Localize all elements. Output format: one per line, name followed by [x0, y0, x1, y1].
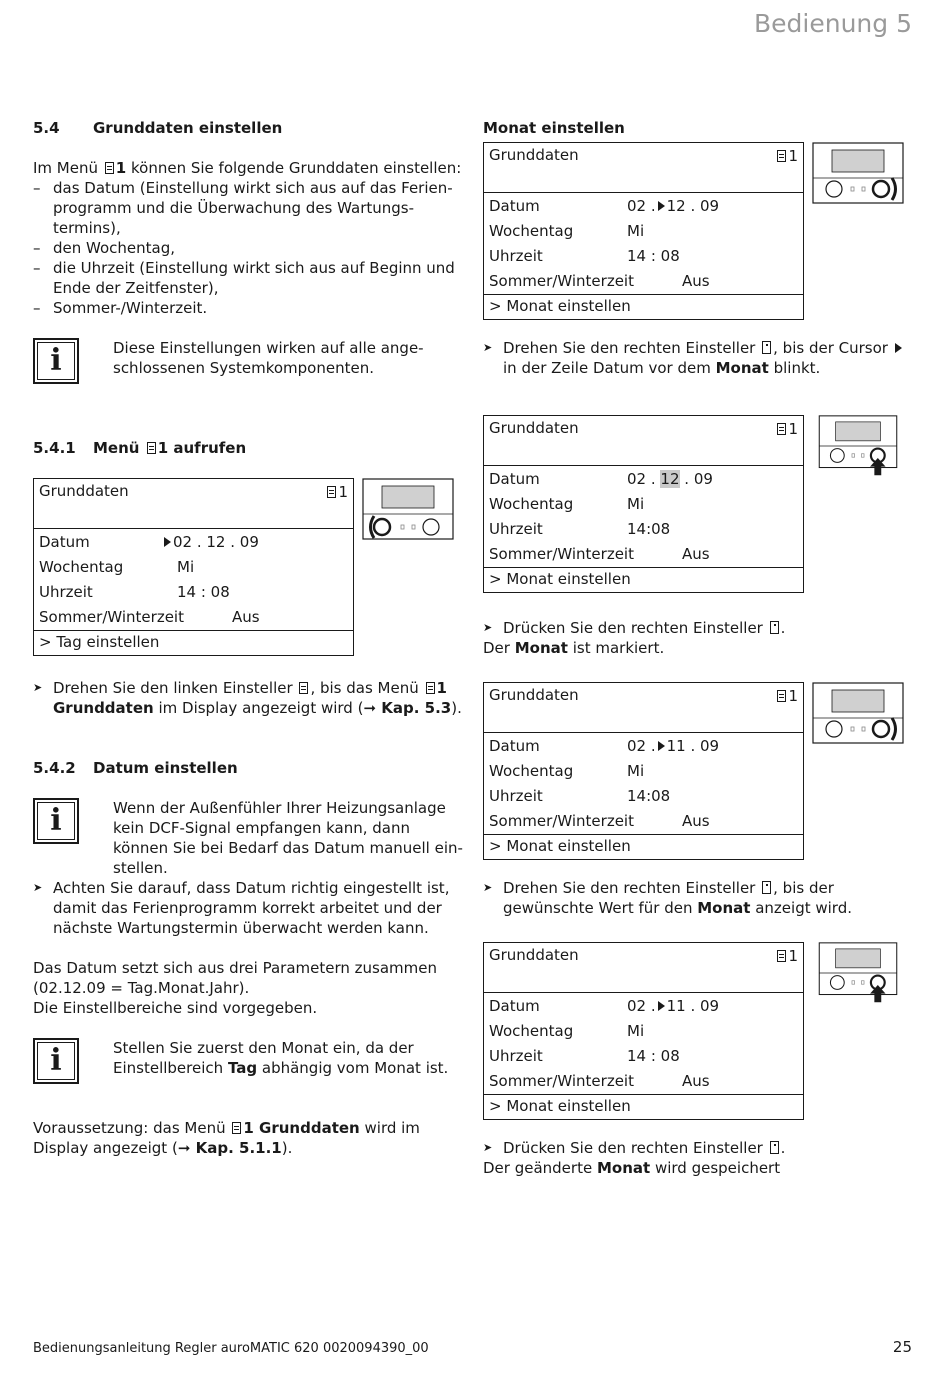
display-row: Sommer/Winterzeit Aus [489, 272, 710, 290]
list-item: – Sommer-/Winterzeit. [33, 298, 463, 318]
prerequisite-text: Voraussetzung: das Menü 1 Grunddaten wird im Display angezeigt (➞ Kap. 5.1.1). [33, 1119, 420, 1157]
menu-icon [232, 1122, 241, 1134]
display-row: Sommer/Winterzeit Aus [489, 1072, 710, 1090]
list-item: – den Wochentag, [33, 238, 463, 258]
display-d0: Grunddaten 1 Datum 02 . 12 . 09 Wochentag Mi Uhrzeit 14 : 08 Sommer/Winterzeit Aus > Tag einstellen [33, 478, 354, 656]
highlighted-month: 12 [660, 470, 680, 488]
display-row: Wochentag Mi [489, 222, 645, 240]
display-row: Sommer/Winterzeit Aus [39, 608, 260, 626]
display-row: Datum 02 . 12 . 09 [489, 197, 720, 215]
info-note-3: i Stellen Sie zuerst den Monat ein, da der Einstellbereich Tag abhängig vom Monat ist. [33, 1038, 463, 1084]
right-knob-icon [762, 881, 771, 894]
step-press-2: ➤ Drücken Sie den rechten Einsteller . Der geänderte Monat wird gespeichert [483, 1138, 913, 1178]
menu-icon [777, 950, 786, 962]
list-item: – das Datum (Einstellung wirkt sich aus auf das Ferien-programm und die Überwachung des Wartungs-termins), [33, 178, 463, 238]
display-footer: > Monat einstellen [484, 1094, 803, 1119]
display-d1: Grunddaten 1 Datum 02 . 12 . 09 Wochentag Mi Uhrzeit 14 : 08 Sommer/Winterzeit Aus > Monat einstellen [483, 142, 804, 320]
menu-icon [105, 162, 114, 174]
display-row: Wochentag Mi [39, 558, 195, 576]
section-5-4-2-heading: 5.4.2 Datum einstellen [33, 759, 238, 777]
date-params-text: Das Datum setzt sich aus drei Parametern zusammen (02.12.09 = Tag.Monat.Jahr). Die Einstellbereiche sind vorgegeben. [33, 959, 437, 1017]
chapter-header: Bedienung 5 [754, 9, 912, 38]
device-right-knob-rotate-icon [812, 682, 904, 744]
display-d2: Grunddaten 1 Datum 02 . 12 . 09 Wochentag Mi Uhrzeit 14:08 Sommer/Winterzeit Aus > Monat einstellen [483, 415, 804, 593]
menu-icon [777, 150, 786, 162]
cursor-icon [658, 201, 665, 211]
display-row: Wochentag Mi [489, 762, 645, 780]
list-item: – die Uhrzeit (Einstellung wirkt sich aus auf Beginn und Ende der Zeitfenster), [33, 258, 463, 298]
display-row: Uhrzeit 14 : 08 [489, 1047, 680, 1065]
step-5-4-1: ➤ Drehen Sie den linken Einsteller , bis das Menü 1 Grunddaten im Display angezeigt wird (➞ Kap. 5.3). [33, 678, 463, 718]
step-press-1: ➤ Drücken Sie den rechten Einsteller . Der Monat ist markiert. [483, 618, 913, 658]
display-row: Uhrzeit 14 : 08 [39, 583, 230, 601]
grunddaten-list [33, 178, 463, 318]
display-row: Wochentag Mi [489, 1022, 645, 1040]
display-row: Sommer/Winterzeit Aus [489, 812, 710, 830]
display-row: Wochentag Mi [489, 495, 645, 513]
cursor-icon [658, 1001, 665, 1011]
right-knob-icon [770, 621, 779, 634]
step-5-4-2: ➤ Achten Sie darauf, dass Datum richtig eingestellt ist, damit das Ferienprogramm korrekt arbeitet und der nächste Wartungstermin überwacht werden kann. [33, 878, 463, 938]
display-row: Datum 02 . 11 . 09 [489, 737, 720, 755]
cursor-icon [164, 537, 171, 547]
display-row: Datum 02 . 12 . 09 [489, 470, 713, 488]
step-rotate-2: ➤ Drehen Sie den rechten Einsteller , bis der gewünschte Wert für den Monat anzeigt wird. [483, 878, 913, 918]
display-row: Uhrzeit 14 : 08 [489, 247, 680, 265]
menu-icon [777, 423, 786, 435]
cursor-icon [658, 741, 665, 751]
display-footer: > Tag einstellen [34, 630, 353, 655]
info-note-2: i Wenn der Außenfühler Ihrer Heizungsanlage kein DCF-Signal empfangen kann, dann können Sie bei Bedarf das Datum manuell ein-stellen. [33, 798, 463, 878]
menu-icon [327, 486, 336, 498]
section-5-4-1-heading: 5.4.1 Menü 1 aufrufen [33, 439, 247, 457]
section-5-4-heading: 5.4 Grunddaten einstellen [33, 119, 283, 137]
display-row: Datum 02 . 12 . 09 [39, 533, 259, 551]
display-footer: > Monat einstellen [484, 294, 803, 319]
device-left-knob-rotate-icon [362, 478, 454, 540]
right-knob-icon [762, 341, 771, 354]
display-footer: > Monat einstellen [484, 834, 803, 859]
left-knob-icon [299, 682, 308, 694]
display-row: Uhrzeit 14:08 [489, 787, 671, 805]
cursor-icon [895, 343, 902, 353]
menu-icon [777, 690, 786, 702]
display-row: Datum 02 . 11 . 09 [489, 997, 720, 1015]
intro-text: Im Menü 1 können Sie folgende Grunddaten einstellen: – das Datum (Einstellung wirkt sich aus auf das Ferien-programm und die Überwachung des Wartungs-termins), – den Wochentag, – die Uhrzeit (Einstellung wirkt sich aus auf Beginn und Ende der Zeitfenster), – Sommer-/Winterzeit. [33, 158, 463, 318]
page-number: 25 [892, 1338, 912, 1356]
info-note-1: i Diese Einstellungen wirken auf alle ange-schlossenen Systemkomponenten. [33, 338, 463, 384]
step-rotate-1: ➤ Drehen Sie den rechten Einsteller , bis der Cursor in der Zeile Datum vor dem Monat blinkt. [483, 338, 913, 378]
right-knob-icon [770, 1141, 779, 1154]
info-icon: i [33, 1038, 79, 1084]
display-d3: Grunddaten 1 Datum 02 . 11 . 09 Wochentag Mi Uhrzeit 14:08 Sommer/Winterzeit Aus > Monat einstellen [483, 682, 804, 860]
device-right-knob-press-icon [812, 942, 904, 1004]
info-icon: i [33, 798, 79, 844]
device-right-knob-rotate-icon [812, 142, 904, 204]
display-footer: > Monat einstellen [484, 567, 803, 592]
document-footer: Bedienungsanleitung Regler auroMATIC 620 0020094390_00 [33, 1341, 429, 1356]
display-row: Uhrzeit 14:08 [489, 520, 671, 538]
info-icon: i [33, 338, 79, 384]
menu-icon [426, 682, 435, 694]
display-d4: Grunddaten 1 Datum 02 . 11 . 09 Wochentag Mi Uhrzeit 14 : 08 Sommer/Winterzeit Aus > Monat einstellen [483, 942, 804, 1120]
monat-heading: Monat einstellen [483, 119, 625, 137]
menu-icon [147, 442, 156, 454]
device-right-knob-press-icon [812, 415, 904, 477]
display-row: Sommer/Winterzeit Aus [489, 545, 710, 563]
